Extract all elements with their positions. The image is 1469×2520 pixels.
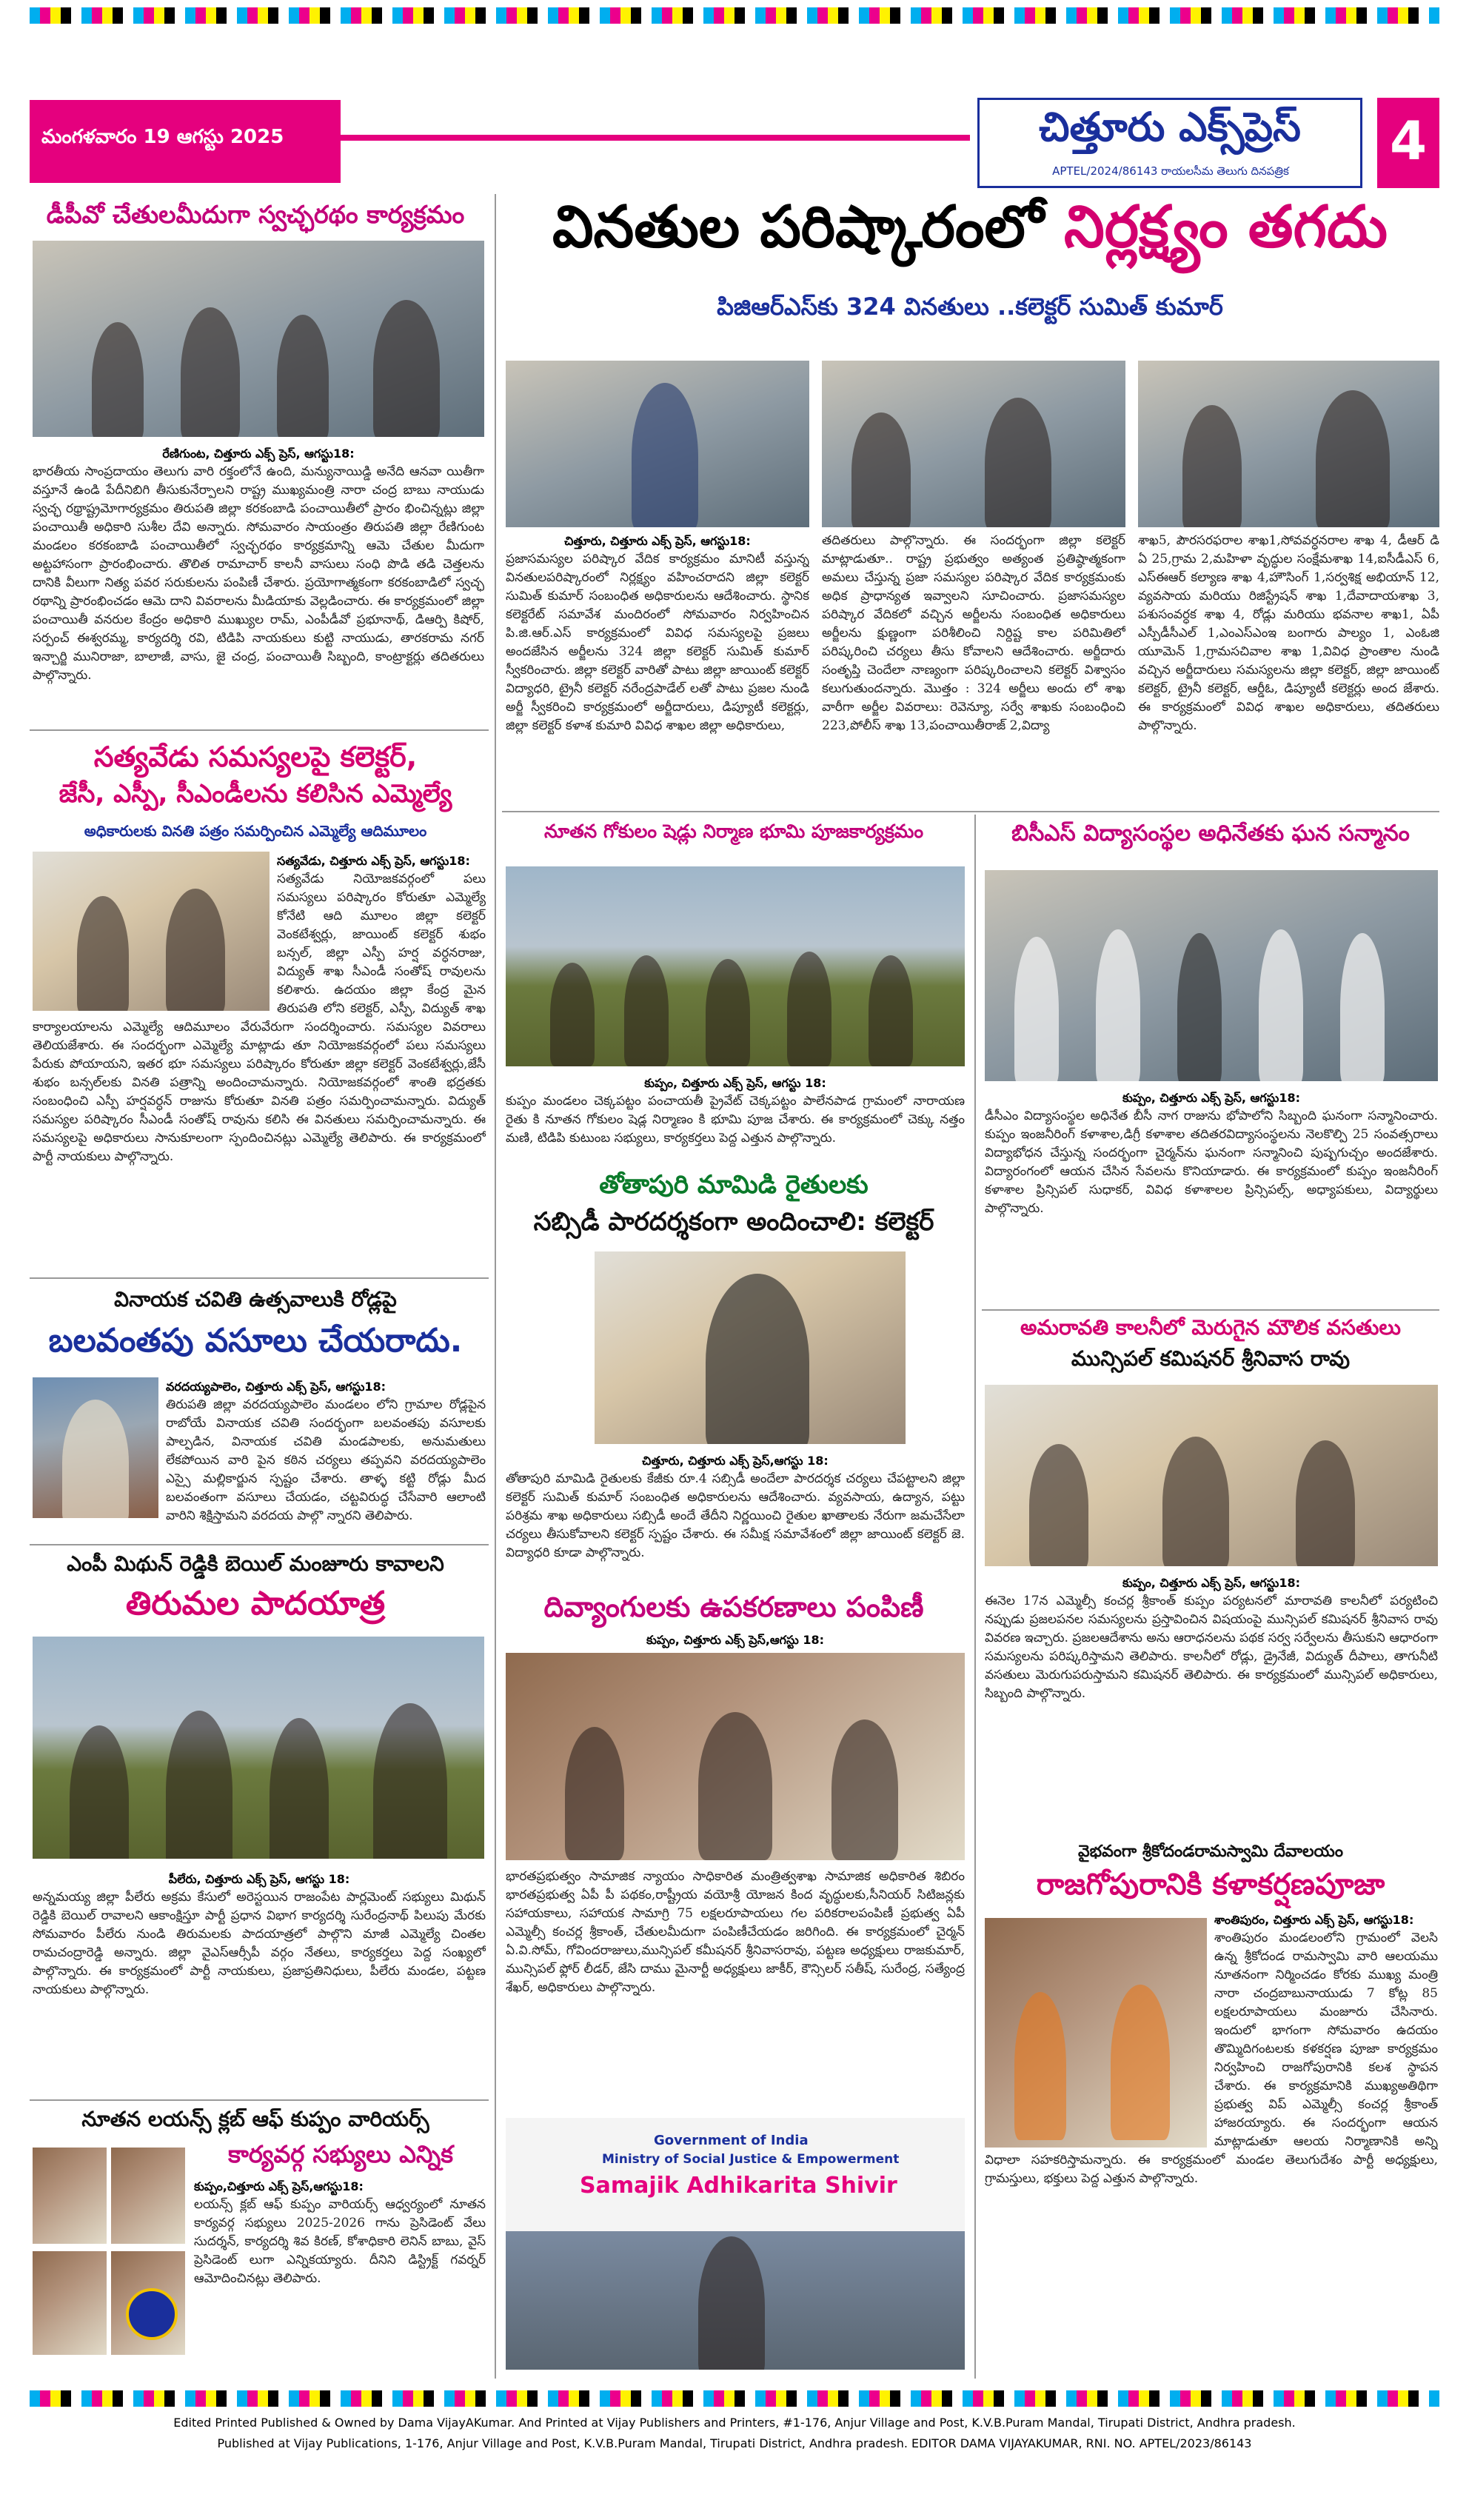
col2-a2-headline2: సబ్సిడీ పారదర్శకంగా అందించాలి: కలెక్టర్	[533, 1207, 934, 1237]
paper-name: చిత్తూరు ఎక్స్‌ప్రెస్	[1039, 104, 1301, 150]
col2-banner-photo	[506, 2118, 965, 2370]
col1-a5-headline2: కార్యవర్గ సభ్యులు ఎన్నిక	[228, 2140, 453, 2168]
paper-tagline: APTEL/2024/86143 రాయలసీమ తెలుగు దినపత్రిక	[1052, 164, 1289, 178]
footer-line-1: Edited Printed Published & Owned by Dama VijayAKumar. And Printed at Vijay Publishers and Printers, #1-176, Anjur Village and Post, K.V.B.Puram Mandal, Tirupati District, Andhra pradesh.	[173, 2416, 1296, 2430]
col2-a1-photo	[506, 866, 965, 1066]
footer-line-2: Published at Vijay Publications, 1-176, Anjur Village and Post, K.V.B.Puram Mandal, Tirupati District, Andhra pradesh. EDITOR DAMA VIJAYAKUMAR, RNI. NO. APTEL/2023/86143	[217, 2436, 1252, 2450]
column-divider-1	[495, 194, 496, 2379]
registration-bar-top	[30, 7, 1439, 24]
col3-a2-body	[985, 1574, 1438, 1836]
lead-headline-black: వినతుల పరిష్కారంలో	[552, 194, 1044, 261]
col2-a1-body	[506, 1074, 965, 1163]
col1-a3-text: తిరుపతి జిల్లా వరదయ్యపాలెం మండలం లోని గ్రామాల రోడ్లపైన రాబోయే వినాయక చవితి సందర్భంగా బలవంతపు వసూలకు పాల్పడిన, వినాయక చవితి మండపాలకు, అనుమతులు లేకపోయిన వారి పైన కఠిన చర్యలు తప్పవని వరదయ్యపాలెం ఎస్సై మల్లికార్జున స్పష్టం చేశారు. తాళ్ళ కట్టి రోడ్లు మీద బలవంతంగా వసూలు చేయడం, చట్టవిరుద్ధ చేసేవారి ఆలాంటి వారిని శిక్షిస్తామని వరదయ పాల్గొ న్నారని తెలిపారు.	[166, 1397, 486, 1523]
col1-a4-dateline: పీలేరు, చిత్తూరు ఎక్స్ ప్రెస్, ఆగస్టు 18:	[168, 1872, 350, 1886]
col3-a3-text: శాంతిపురం మండలంలోని గ్రామంలో వెలసి ఉన్న శ్రీకోదండ రామస్వామి వారి ఆలయము నూతనంగా నిర్మించడం కోరకు ముఖ్య మంత్రి నారా చంద్రబాబునాయుడు 7 కోట్ల 85 లక్షలరూపాయలు మంజూరు చేసినారు. ఇందులో భాగంగా సోమవారం ఉదయం తొమ్మిదిగంటలకు కళకర్షణ పూజా కార్యక్రమం నిర్వహించి రాజగోపురానికి కలశ స్థాపన చేశారు. ఈ కార్యక్రమానికి ముఖ్యఅతిథిగా ప్రభుత్వ విప్ ఎమ్మెల్సీ కంచర్ల శ్రీకాంత్ హాజరయ్యారు. ఈ సందర్భంగా ఆయన మాట్లాడుతూ ఆలయ నిర్మాణానికి అన్ని విధాలా సహకరిస్తామన్నారు. ఈ కార్యక్రమంలో మండల తెలుగుదేశం పార్టీ అధ్యక్షులు, గ్రామస్తులు, భక్తులు పెద్ద ఎత్తున పాల్గొన్నారు.	[985, 1931, 1438, 2186]
col1-a5-text: లయన్స్ క్లబ్ ఆఫ్ కుప్పం వారియర్స్ ఆధ్వర్యంలో నూతన కార్యవర్గ సభ్యులు 2025-2026 గాను ప్రెసిడెంట్ వేలు సుదర్శన్, కార్యదర్శి శివ కిరణ్, కోశాధికారి లెనిన్ బాబు, వైస్ ప్రెసిడెంట్ లుగా ఎన్నికయ్యారు. దీనిని డిస్ట్రిక్ట్ గవర్నర్ ఆమోదించినట్లు తెలిపారు.	[194, 2197, 486, 2286]
column-divider-2	[974, 815, 976, 2379]
col1-a3-headline2: బలవంతపు వసూలు చేయరాదు.	[48, 1322, 463, 1360]
col1-a2-headline2: జేసీ, ఎస్పీ, సీఎండీలను కలిసిన ఎమ్మెల్యే	[58, 779, 452, 809]
col1-a5-photo-3	[33, 2251, 107, 2355]
col1-a4-headline1: ఎంపీ మిథున్ రెడ్డికి బెయిల్ మంజూరు కావాలని	[67, 1551, 444, 1576]
col1-rule-4	[30, 2099, 489, 2101]
col1-a2-body	[33, 852, 486, 1266]
lead-photo-1	[506, 361, 809, 527]
col1-a5-photo-2	[111, 2148, 185, 2244]
col3-a1-headline: బిసీఎస్ విద్యాసంస్థల అధినేతకు ఘన సన్మానం	[1011, 820, 1410, 846]
col1-rule-2	[30, 1277, 489, 1279]
lions-club-logo	[126, 2288, 178, 2340]
col2-a3-dateline: కుప్పం, చిత్తూరు ఎక్స్ ప్రెస్,ఆగస్టు 18:	[646, 1633, 824, 1647]
col3-a3-kicker: వైభవంగా శ్రీకోదండరామస్వామి దేవాలయం	[1077, 1842, 1343, 1861]
col3-a1-photo	[985, 870, 1438, 1081]
col3-a1-text: డీసీఎం విద్యాసంస్థల అధినేత బీసీ నాగ రాజును భోపాలోని సిబ్బంది ఘనంగా సన్మానించారు. కుప్పం ఇంజనీరింగ్ కళాశాల,డిగ్రీ కళాశాల తదితరవిద్యాసంస్థలను నెలకొల్పి 25 సంవత్సరాలు విద్యాభోధన చేస్తున్న సందర్భంగా చైర్మన్‌ను ఘనంగా సన్మానించి పుష్పగుచ్చం అందజేశారు. విద్యారంగంలో ఆయన చేసిన సేవలను కొనియాడారు. ఈ కార్యక్రమంలో కుప్పం ఇంజనీరింగ్ కళాశాల ప్రిన్సిపల్ సుధాకర్, వివిధ కళాశాలల ప్రిన్సిపల్స్, అధ్యాపకులు, విద్యార్థులు పాల్గొన్నారు.	[985, 1109, 1438, 1216]
banner-line-1: Government of India	[654, 2133, 809, 2148]
col1-a3-body	[33, 1377, 486, 1540]
page-number: 4	[1389, 110, 1428, 172]
col2-a2-photo	[595, 1251, 906, 1444]
col1-rule-1	[30, 729, 489, 731]
col1-a2-text: సత్యవేడు నియోజకవర్గంలో పలు సమస్యలు పరిష్కారం కోరుతూ ఎమ్మెల్యే కోనేటి ఆది మూలం జిల్లా కలెక్టర్ వెంకటేశ్వర్లు, జాయింట్ కలెక్టర్ శుభం బన్సల్, జిల్లా ఎస్పీ హర్ష వర్ధనరాజు, విద్యుత్ శాఖ సీఎండీ సంతోష్ రావులను కలిశారు. ఉదయం జిల్లా కేంద్ర మైన తిరుపతి లోని కలెక్టర్, ఎస్పీ, విద్యుత్ శాఖ కార్యాలయాలను ఎమ్మెల్యే ఆదిమూలం వేరువేరుగా సందర్శించారు. సమస్యల వివరాలు తెలియజేశారు. ఈ సందర్భంగా ఎమ్మెల్యే మాట్లాడు తూ నియోజకవర్గంలో పలు సమస్యలు పేరుకు పోయాయని, ఇతర భూ సమస్యలు పరిష్కారం కోరుతూ జిల్లా కలెక్టర్ వెంకటేశ్వర్లు,జేసీ శుభం బన్సల్‌లకు వినతి పత్రాన్ని అందించామన్నారు. నియోజకవర్గంలో శాంతి భద్రతకు సంబంధించి ఎస్పీ హర్షవర్ధన్ రాజును కోరుతూ వినతి పత్రం సమర్పించామన్నారు. విద్యుత్ సమస్యల పరిష్కారం సీఎండీ సంతోష్ రావును కలిసి ఈ వినతులు సమర్పించామన్నారు. ఈ సమస్యలపై అధికారులు సానుకూలంగా స్పందించినట్లు ఎమ్మెల్యే తెలిపారు. ఈ కార్యక్రమంలో పార్టీ నాయకులు పాల్గొన్నారు.	[33, 872, 486, 1164]
col2-a2-headline1: తోతాపురి మామిడి రైతులకు	[599, 1170, 869, 1200]
lead-photo-2	[822, 361, 1125, 527]
date-text: మంగళవారం 19 ఆగస్టు 2025	[41, 126, 284, 148]
col1-a3-headline1: వినాయక చవితి ఉత్సవాలుకి రోడ్లపై	[114, 1287, 397, 1311]
lead-text-1: ప్రజాసమస్యల పరిష్కార వేదిక కార్యక్రమం మానిటీ వస్తున్న వినతులపరిష్కారంలో నిర్లక్ష్యం వహించరాదని జిల్లా కలెక్టర్ సుమిత్ కుమార్ సంబంధిత అధికారులను ఆదేశించారు. స్థానిక కలెక్టరేట్ సమావేశ మందిరంలో సోమవారం నిర్వహించిన పి.జి.ఆర్.ఎస్ కార్యక్రమంలో వివిధ సమస్యలపై ప్రజలు అందజేసిన అర్జీలను 324 జిల్లా కలెక్టర్ సుమిత్ కుమార్ స్వీకరించారు. జిల్లా కలెక్టర్ వారితో పాటు జిల్లా జాయింట్ కలెక్టర్ విద్యాధరి, ట్రైనీ కలెక్టర్ నరేంద్రపాడేల్ లతో పాటు ప్రజల నుండి అర్జీ స్వీకరించి కార్యక్రమంలో అర్జీదారులు, డిప్యూటీ కలెక్టర్లు, జిల్లా కలెక్టర్ కళాశ కుమారి వివిధ శాఖల జిల్లా అధికారులు,	[506, 552, 809, 733]
col2-a1-text: కుప్పం మండలం చెక్కపట్టం పంచాయతీ ప్రైవేట్ చెక్కపట్టం పాలేనపాడ గ్రామంలో నారాయణ రైతు కి నూతన గోకులం షెడ్ల నిర్మాణం కి భూమి పూజ చేశారు. ఈ కార్యక్రమంలో చెక్కు నత్తం మణి, టిడిపి కుటుంబ సభ్యులు, కార్యకర్తలు పెద్ద ఎత్తున పాల్గొన్నారు.	[506, 1094, 965, 1146]
lead-photo-3	[1138, 361, 1439, 527]
lead-headline-red: నిర్లక్ష్యం తగదు	[1063, 194, 1388, 261]
col1-a1-dateline: రేణిగుంట, చిత్తూరు ఎక్స్ ప్రెస్, ఆగస్టు18:	[162, 447, 355, 461]
col3-a1-body	[985, 1089, 1438, 1303]
col2-a1-headline: నూతన గోకులం షెడ్లు నిర్మాణ భూమి పూజకార్యక్రమం	[543, 820, 924, 842]
col3-a3-headline: రాజగోపురానికి కళాకర్షణపూజా	[1036, 1868, 1385, 1902]
col3-a2-dateline: కుప్పం, చిత్తూరు ఎక్స్ ప్రెస్, ఆగస్టు18:	[1122, 1576, 1300, 1590]
col1-a1-body	[33, 444, 484, 718]
col1-a4-photo	[33, 1637, 484, 1859]
registration-bar-bottom	[30, 2390, 1439, 2407]
col2-a2-body	[506, 1451, 965, 1585]
col1-a1-text: భారతీయ సాంప్రదాయం తెలుగు వారి రక్తంలోనే ఉంది, మన్యునాయిడ్డి అనేది ఆనవా యితీగా వస్తూనే ఉండి పేదీనిబిగి తీసుకునేర్పాలని రాష్ట్ర ముఖ్యమంత్రి నారా చంద్ర బాబు నాయుడు స్వచ్ఛ రథ్రాష్ట్రమోగార్యక్రమం తిరుపతి జిల్లా కరకంబాడి పంచాయితీలో ప్రారం భించిన్నట్లు జిల్లా పంచాయితీ అధికారి సుశీల దేవి అన్నారు. సోమవారం సాయంత్రం తిరుపతి జిల్లా రేణిగుంట మండలం కరకంబాడి పంచాయితీలో స్వచ్ఛరథం కార్యక్రమాన్ని ఆమె చేతుల మీదుగా అట్టహాసంగా ప్రారంభించారు. తొలిత రామాచార్ కాలనీ వాసులు సంధి పొడి తడి చెత్తలను దానికి వీలుగా నిత్య పవర సరుకులను పంపిణీ చేశారు. ప్రయోగాత్మకంగా కరకంబాడిలో స్వచ్ఛ రథాన్ని ప్రారంభించడం ఆమె దాని వివరాలను మీడియాకు వెల్లడించారు. ఈ కార్యక్రమంలో జిల్లా పంచాయితీ వనరుల కేంద్రం అధికారి ముఖ్యుల రామ్, ఎంపీడీవో ప్రభూనాథ్, డిఆర్పి కిషోర్, సర్పంచ్ ఈశ్వరమ్మ, కార్యదర్శి రవి, టిడిపి నాయకులు కుట్టి నాయుడు, తారకరామ నగర్ ఇన్చార్జి మునిరాజా, బాలాజీ, వాసు, జై చంద్ర, పంచాయితీ సిబ్బంది, కాంట్రాక్టర్లు తదితరులు పాల్గొన్నారు.	[33, 464, 484, 683]
col1-rule-3	[30, 1544, 489, 1545]
col3-a3-dateline: శాంతిపురం, చిత్తూరు ఎక్స్ ప్రెస్, ఆగస్టు18:	[1214, 1913, 1414, 1927]
lead-body-col3	[1138, 532, 1439, 806]
col1-a2-dateline: సత్యవేడు, చిత్తూరు ఎక్స్ ప్రెస్, ఆగస్టు18:	[277, 854, 470, 868]
col1-a4-body	[33, 1870, 486, 2092]
col1-a4-headline2: తిరుమల పాదయాత్ర	[125, 1585, 386, 1622]
col3-a2-headline2: మున్సిపల్ కమిషనర్ శ్రీనివాస రావు	[1071, 1346, 1351, 1371]
lead-text-2: తదితరులు పాల్గొన్నారు. ఈ సందర్భంగా జిల్లా కలెక్టర్ మాట్లాడుతూ.. రాష్ట్ర ప్రభుత్వం అత్యంత ప్రతిష్ఠాత్మకంగా అమలు చేస్తున్న ప్రజా సమస్యల పరిష్కార వేదిక కార్యక్రమంకు అధిక ప్రాధాన్యత ఇవ్వాలని సూచించారు. ప్రజాసమస్యల పరిష్కార వేదికలో వచ్చిన అర్జీలను సంబంధిత అధికారులు అర్జీలను క్షుణ్ణంగా పరిశీలించి నిర్దిష్ట కాల పరిమితిలో పరిష్కరించి చర్యలు తీసు కోవాలని ఆదేశించారు. అర్జీదారు సంతృప్తి చెందేలా నాణ్యంగా పరిష్కరించాలని కలెక్టర్ విశ్వాసం కలుగుతుందన్నారు. మొత్తం : 324 అర్జీలు అందు లో శాఖ వారీగా అర్జీల వివరాలు: రెవెన్యూ, సర్వే శాఖకు సంబంధించి 223,పోలీస్ శాఖ 13,పంచాయితీరాజ్ 2,విద్యా	[822, 533, 1125, 733]
lead-body-col1	[506, 532, 809, 806]
col3-a2-text: ఈనెల 17న ఎమ్మెల్సీ కంచర్ల శ్రీకాంత్ కుప్పం పర్యటనలో మారావతి కాలనీలో పర్యటించి నప్పుడు ప్రజలపనల సమస్యలను ప్రస్తావించిన విషయంపై మున్సిపల్ కమిషనర్ శ్రీనివాస రావు వివరణ ఇచ్చారు. ప్రజలఆదేశాను అను ఆరాధనలను పథక సర్వ సర్వేలను తీసుకుని ఆధారంగా సమస్యలను పరిష్కరిస్తామని తెలిపారు. కాలనీలో రోడ్లు, డ్రైనేజీ, విద్యుత్ దీపాలు, తాగునీటి వసతులు మెరుగుపరుస్తామని కమిషనర్ తెలిపారు. ఈ కార్యక్రమంలో మున్సిపల్ అధికారులు, సిబ్బంది పాల్గొన్నారు.	[985, 1594, 1438, 1701]
col3-a1-dateline: కుప్పం, చిత్తూరు ఎక్స్ ప్రెస్, ఆగస్టు18:	[1122, 1091, 1300, 1105]
col1-a2-subhead: అధికారులకు వినతి పత్రం సమర్పించిన ఎమ్మెల్యే ఆదిమూలం	[84, 822, 427, 840]
masthead-rule	[341, 135, 970, 141]
col3-a3-body	[985, 1911, 1438, 2373]
lead-text-3: శాఖ5, పౌరసరఫరాల శాఖ1,సోవవర్ధనరాల శాఖ 4, డీఆర్ డి ఏ 25,గ్రామ 2,మహిళా వృద్ధుల సంక్షేమశాఖ 14,ఐసీడీఎస్ 6, ఎస్ఈఆర్ కల్యాణ శాఖ 4,హౌసింగ్ 1,సర్వశిక్ష అభియాన్ 12, వ్యవసాయ మరియు రిజిస్ట్రేషన్ శాఖ 1,దేవాదాయశాఖ 3, పశుసంవర్ధక శాఖ 4, రోడ్లు మరియు భవనాల శాఖ1, ఏపీ ఎస్పీడీసీఎల్ 1,ఎంఎస్ఎంఇ బంగారు పాల్యం 1, ఎంఓజి యూమెన్ 1,గ్రామసచివాల శాఖ 1,వివిధ ప్రాంతాల నుండి వచ్చిన అర్జీదారులు సమస్యలను జిల్లా కలెక్టర్, జిల్లా జాయింట్ కలెక్టర్, ట్రైనీ కలెక్టర్, ఆర్డీఓ, డిప్యూటీ కలెక్టర్లు అంద జేశారు. ఈ కార్యక్రమంలో వివిధ శాఖల అధికారులు, తదితరులు పాల్గొన్నారు.	[1138, 533, 1439, 733]
col1-a5-dateline: కుప్పం,చిత్తూరు ఎక్స్ ప్రెస్,ఆగస్టు18:	[194, 2179, 364, 2193]
lead-body-col2	[822, 532, 1125, 806]
col2-a3-photo	[506, 1653, 965, 1860]
col3-rule-1	[982, 1309, 1439, 1311]
col3-a2-photo	[985, 1385, 1438, 1566]
lead-dateline: చిత్తూరు, చిత్తూరు ఎక్స్ ప్రెస్, ఆగస్టు18:	[564, 534, 751, 548]
col2-a3-body	[506, 1868, 965, 2112]
col1-a4-text: అన్నమయ్య జిల్లా పీలేరు అక్రమ కేసులో అరెస్టయిన రాజంపేట పార్లమెంట్ సభ్యులు మిథున్ రెడ్డికి బెయిల్ రావాలని ఆకాంక్షిస్తూ పార్టీ ప్రధాన విభాగ కార్యదర్శి సురేంద్రనాథ్ పిలుపు మేరకు సోమవారం పీలేరు నుండి తిరుమలకు పాదయాత్రలో పాల్గొని మాజీ ఎమ్మెల్యే చింతల రామచంద్రారెడ్డి అన్నారు. జిల్లా వైఎస్ఆర్సీపీ వర్గం నేతలు, కార్యకర్తలు పెద్ద సంఖ్యలో పాల్గొన్నారు. ఈ కార్యక్రమంలో పార్టీ నాయకులు, ప్రజాప్రతినిధులు, పీలేరు మండల, పట్టణ నాయకులు పాల్గొన్నారు.	[33, 1890, 486, 1997]
banner-line-3: Samajik Adhikarita Shivir	[580, 2173, 897, 2199]
col1-a1-photo	[33, 241, 484, 437]
col2-a3-headline: దివ్యాంగులకు ఉపకరణాలు పంపిణీ	[543, 1591, 924, 1623]
lead-subhead: పిజిఆర్ఎస్‌కు 324 వినతులు ..కలెక్టర్ సుమిత్ కుమార్	[717, 293, 1223, 321]
lead-headline	[500, 194, 1440, 275]
col2-a2-text: తోతాపురి మామిడి రైతులకు కేజీకు రూ.4 సబ్సిడీ అందేలా పారదర్శక చర్యలు చేపట్టాలని జిల్లా కలెక్టర్ సుమిత్ కుమార్ సంబంధిత అధికారులను ఆదేశించారు. వ్యవసాయ, ఉద్యాన, పట్టు పరిశ్రమ శాఖ అధికారులు సబ్సిడీ అందే తేదీని నిర్ణయించి రైతుల ఖాతాలకు నేరుగా జమచేసేలా చర్యలు తీసుకోవాలని కలెక్టర్ స్పష్టం చేశారు. ఈ సమీక్ష సమావేశంలో జిల్లా జాయింట్ కలెక్టర్ జె. విద్యాధరి కూడా పాల్గొన్నారు.	[506, 1471, 965, 1560]
col1-a5-photo-1	[33, 2148, 107, 2244]
banner-line-2: Ministry of Social Justice & Empowerment	[602, 2152, 900, 2167]
col3-a2-headline1: అమరావతి కాలనీలో మెరుగైన మౌలిక వసతులు	[1020, 1315, 1401, 1340]
col2-a3-text: భారతప్రభుత్వం సామాజిక న్యాయం సాధికారిత మంత్రిత్వశాఖ సామాజిక అధికారిత శిబిరం భారతప్రభుత్వ ఏపీ పీ పథకం,రాష్ట్రీయ వయోశ్రీ యోజన కింద వృద్ధులకు,సీనియర్ సిటిజన్లకు సహాయకాలు, సహాయక సామాగ్రి 75 లక్షలరూపాయలు గల పరికరాలపంపిణీ ప్రభుత్వ ఏపీ ఎమ్మెల్సీ కంచర్ల శ్రీకాంత్, చేతులమీదుగా పంపిణీచేయడం జరిగింది. ఈ కార్యక్రమంలో చైర్మన్ ఏ.వి.సోమ్, గోవిందరాజులు,మున్సిపల్ కమీషనర్ శ్రీనివాసరావు, పట్టణ అధ్యక్షులు రాజకుమార్, మున్సిపల్ ఫ్లోర్ లీడర్, జేసి దాము మైనార్టీ అధ్యక్షులు జాకీర్, కౌన్సిలర్ సతీష్, సురేంద్ర, సత్యేంద్ర శేఖర్, అధికారులు పాల్గొన్నారు.	[506, 1869, 965, 1995]
col1-a1-headline: డీపీవో చేతులమీదుగా స్వచ్ఛరథం కార్యక్రమం	[46, 200, 465, 229]
col2-a2-dateline: చిత్తూరు, చిత్తూరు ఎక్స్ ప్రెస్,ఆగస్టు 18:	[642, 1454, 829, 1468]
col1-a5-body	[194, 2177, 486, 2370]
col1-a3-dateline: వరదయ్యపాలెం, చిత్తూరు ఎక్స్ ప్రెస్, ఆగస్టు18:	[166, 1380, 387, 1394]
col1-a5-headline1: నూతన లయన్స్ క్లబ్ ఆఫ్ కుప్పం వారియర్స్	[81, 2107, 429, 2131]
col1-a2-headline1: సత్యవేడు సమస్యలపై కలెక్టర్,	[93, 741, 418, 773]
col2-a1-dateline: కుప్పం, చిత్తూరు ఎక్స్ ప్రెస్, ఆగస్టు 18:	[644, 1076, 826, 1090]
lead-rule	[502, 811, 1439, 812]
